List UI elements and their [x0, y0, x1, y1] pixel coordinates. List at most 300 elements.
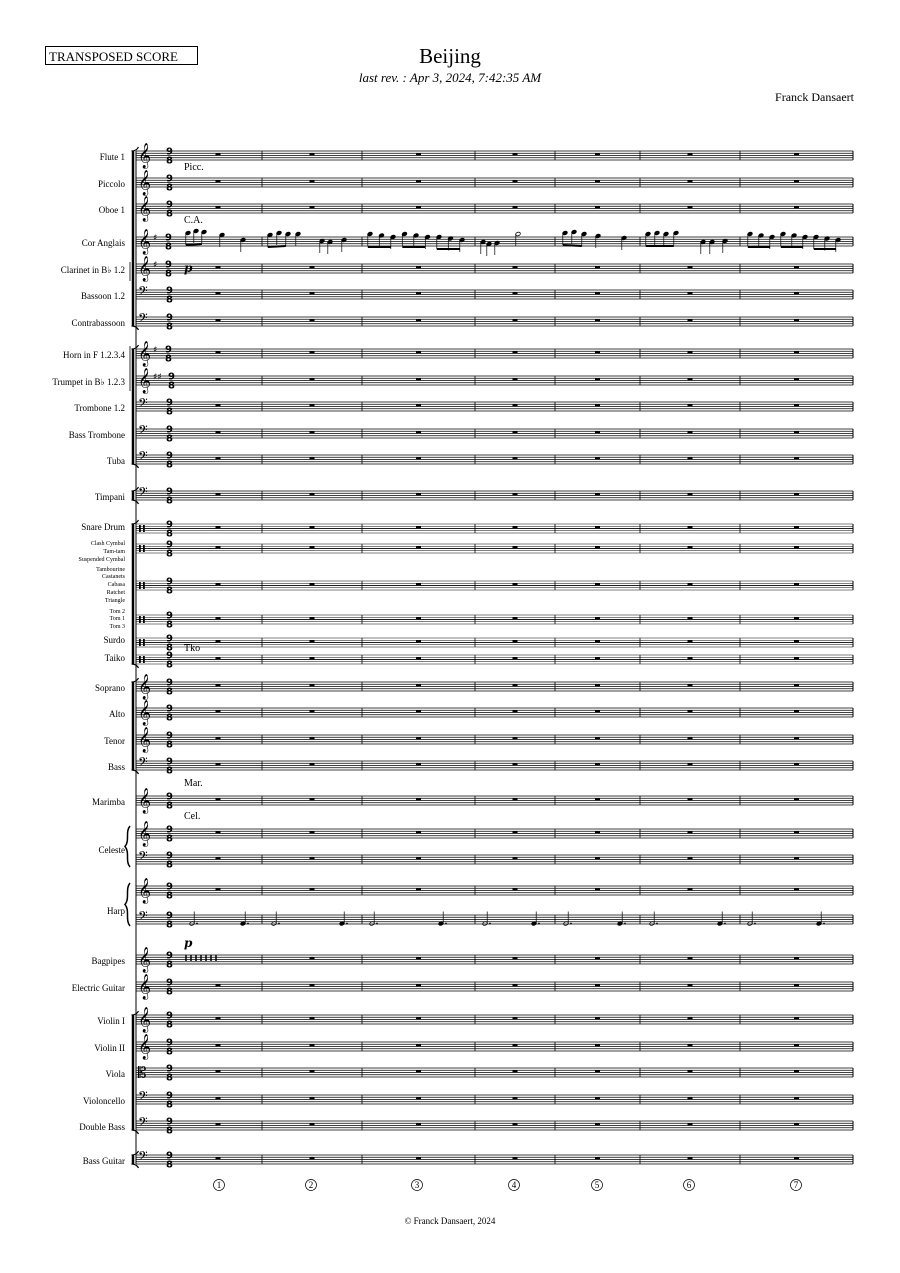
measure-number: 1	[216, 1180, 222, 1190]
revision-date: last rev. : Apr 3, 2024, 7:42:35 AM	[358, 70, 542, 85]
whole-rest	[416, 684, 421, 686]
staff-label-bass_trombone: Bass Trombone	[68, 430, 125, 440]
whole-rest	[513, 1070, 518, 1072]
treble-clef-icon: 𝄞	[138, 341, 152, 367]
whole-rest	[688, 684, 693, 686]
time-signature-denominator: 8	[166, 406, 173, 418]
treble-clef-icon: 𝄞	[138, 974, 152, 1000]
whole-rest	[416, 1070, 421, 1072]
staff	[136, 284, 853, 306]
whole-rest	[216, 546, 221, 548]
whole-rest	[216, 857, 221, 859]
whole-rest	[216, 378, 221, 380]
whole-rest	[794, 763, 799, 765]
whole-rest	[416, 526, 421, 528]
time-signature-denominator: 8	[166, 1159, 173, 1171]
staff	[136, 788, 853, 814]
staff	[136, 974, 853, 1000]
whole-rest	[513, 763, 518, 765]
whole-rest	[513, 206, 518, 208]
whole-rest	[310, 1123, 315, 1125]
whole-rest	[595, 206, 600, 208]
whole-rest	[688, 1044, 693, 1046]
time-signature-denominator: 8	[166, 859, 173, 871]
dot	[724, 923, 726, 925]
whole-rest	[310, 378, 315, 380]
whole-rest	[216, 798, 221, 800]
whole-rest	[416, 710, 421, 712]
whole-rest	[513, 493, 518, 495]
whole-rest	[216, 710, 221, 712]
staff-label-tam1: Tambourine	[96, 567, 125, 573]
time-signature-numerator: 9	[166, 610, 173, 622]
whole-rest	[688, 640, 693, 642]
percussion-clef-icon	[139, 545, 141, 552]
time-signature-numerator: 9	[166, 519, 173, 531]
dot	[247, 923, 249, 925]
whole-rest	[794, 984, 799, 986]
staff	[136, 196, 853, 222]
time-signature-numerator: 9	[166, 539, 173, 551]
whole-rest	[416, 617, 421, 619]
whole-rest	[216, 657, 221, 659]
staff-label-violin2: Violin II	[94, 1043, 125, 1053]
whole-rest	[416, 292, 421, 294]
whole-rest	[513, 404, 518, 406]
whole-rest	[513, 984, 518, 986]
staff-label-snare: Snare Drum	[81, 522, 125, 532]
treble-clef-icon: 𝄞	[138, 229, 152, 255]
score-title: Beijing	[419, 44, 481, 68]
dot	[570, 923, 572, 925]
time-signature-denominator: 8	[166, 659, 173, 671]
staff	[136, 520, 853, 540]
whole-rest	[595, 857, 600, 859]
whole-rest	[310, 319, 315, 321]
staff-label-soprano: Soprano	[95, 683, 125, 693]
whole-rest	[416, 546, 421, 548]
time-signature-denominator: 8	[166, 321, 173, 333]
whole-rest	[688, 1157, 693, 1159]
whole-rest	[513, 831, 518, 833]
whole-rest	[794, 1017, 799, 1019]
staff-label-cym1: Clash Cymbal	[90, 541, 125, 547]
whole-rest	[513, 1123, 518, 1125]
staff-label-trumpet: Trumpet in B♭ 1.2.3	[52, 377, 125, 387]
whole-rest	[216, 351, 221, 353]
time-signature-denominator: 8	[166, 919, 173, 931]
whole-rest	[310, 153, 315, 155]
instrument-text-tko: Tko	[184, 643, 201, 654]
whole-rest	[794, 153, 799, 155]
whole-rest	[794, 457, 799, 459]
staff-label-electric_guitar: Electric Guitar	[71, 983, 125, 993]
whole-rest	[216, 153, 221, 155]
bass-clef-icon: 𝄢	[138, 1088, 148, 1107]
staff-label-double_bass: Double Bass	[79, 1122, 125, 1132]
time-signature-numerator: 9	[166, 791, 173, 803]
treble-clef-icon: 𝄞	[138, 947, 152, 973]
staff	[136, 909, 853, 931]
measure-number: 4	[511, 1180, 517, 1190]
time-signature-numerator: 9	[165, 344, 172, 356]
whole-rest	[595, 763, 600, 765]
measure-number: 6	[686, 1180, 692, 1190]
time-signature-denominator: 8	[166, 890, 173, 902]
instrument-text-picc: Picc.	[184, 162, 204, 173]
whole-rest	[416, 378, 421, 380]
whole-rest	[595, 319, 600, 321]
whole-rest	[216, 404, 221, 406]
time-signature-denominator: 8	[166, 585, 173, 597]
whole-rest	[595, 457, 600, 459]
staff-label-tuba: Tuba	[106, 456, 125, 466]
whole-rest	[595, 431, 600, 433]
time-signature-denominator: 8	[166, 155, 173, 167]
time-signature-numerator: 9	[168, 371, 175, 383]
whole-rest	[794, 1123, 799, 1125]
treble-clef-icon: 𝄞	[138, 674, 152, 700]
staff	[136, 821, 853, 847]
whole-rest	[310, 763, 315, 765]
note-beam	[563, 245, 582, 246]
whole-rest	[513, 583, 518, 585]
whole-rest	[688, 984, 693, 986]
score-extras	[125, 147, 841, 1191]
dynamic-bagpipes: p	[184, 936, 193, 950]
staff	[136, 878, 853, 904]
whole-rest	[310, 617, 315, 619]
time-signature-numerator: 9	[166, 910, 173, 922]
whole-rest	[216, 684, 221, 686]
whole-rest	[310, 206, 315, 208]
staff-label-harp: Harp	[107, 906, 125, 916]
measure-number: 2	[308, 1180, 314, 1190]
whole-rest	[794, 1157, 799, 1159]
whole-rest	[688, 1097, 693, 1099]
whole-rest	[688, 1123, 693, 1125]
time-signature-numerator: 9	[166, 1010, 173, 1022]
whole-rest	[310, 180, 315, 182]
whole-rest	[688, 857, 693, 859]
whole-rest	[688, 617, 693, 619]
whole-rest	[216, 888, 221, 890]
treble-clef-icon: 𝄞	[138, 821, 152, 847]
whole-rest	[688, 292, 693, 294]
whole-rest	[310, 1097, 315, 1099]
time-signature-numerator: 9	[166, 397, 173, 409]
dynamic-cor-anglais: p	[184, 261, 193, 275]
whole-rest	[513, 1017, 518, 1019]
whole-rest	[595, 1017, 600, 1019]
staff-label-cello: Violoncello	[83, 1096, 125, 1106]
bass-clef-icon: 𝄢	[138, 422, 148, 441]
dot	[754, 923, 756, 925]
time-signature-denominator: 8	[166, 1072, 173, 1084]
whole-rest	[688, 710, 693, 712]
staff	[136, 947, 853, 973]
whole-rest	[216, 984, 221, 986]
staff-label-tam4: Ratchet	[106, 590, 125, 596]
whole-rest	[595, 831, 600, 833]
whole-rest	[216, 1017, 221, 1019]
whole-rest	[310, 583, 315, 585]
whole-rest	[595, 266, 600, 268]
bass-clef-icon: 𝄢	[138, 1148, 148, 1167]
whole-rest	[595, 617, 600, 619]
staff	[136, 368, 853, 394]
measure-number: 5	[594, 1180, 600, 1190]
whole-rest	[310, 831, 315, 833]
note-beam	[268, 246, 286, 247]
staff-label-oboe: Oboe 1	[98, 205, 125, 215]
time-signature-denominator: 8	[166, 495, 173, 507]
measure-number: 7	[793, 1180, 799, 1190]
time-signature-denominator: 8	[166, 1125, 173, 1137]
whole-rest	[794, 546, 799, 548]
whole-rest	[513, 710, 518, 712]
key-signature: ♯♯	[153, 372, 162, 383]
whole-rest	[595, 710, 600, 712]
time-signature-numerator: 9	[166, 950, 173, 962]
whole-rest	[513, 1157, 518, 1159]
time-signature-denominator: 8	[166, 1099, 173, 1111]
treble-clef-icon: 𝄞	[138, 143, 152, 169]
percussion-clef-icon	[143, 545, 145, 552]
whole-rest	[216, 737, 221, 739]
alto-clef-icon: 𝄡	[138, 1063, 147, 1082]
dot	[196, 923, 198, 925]
whole-rest	[416, 319, 421, 321]
whole-rest	[688, 404, 693, 406]
whole-rest	[416, 657, 421, 659]
time-signature-numerator: 9	[166, 173, 173, 185]
dot	[346, 923, 348, 925]
time-signature-numerator: 9	[166, 1150, 173, 1162]
whole-rest	[310, 1017, 315, 1019]
whole-rest	[310, 493, 315, 495]
time-signature-denominator: 8	[166, 712, 173, 724]
percussion-clef-icon	[143, 616, 145, 623]
whole-rest	[794, 1070, 799, 1072]
whole-rest	[416, 1123, 421, 1125]
whole-rest	[310, 857, 315, 859]
time-signature-numerator: 9	[166, 1090, 173, 1102]
whole-rest	[310, 1157, 315, 1159]
whole-rest	[216, 831, 221, 833]
instrument-labels	[52, 152, 125, 1166]
whole-rest	[310, 684, 315, 686]
whole-rest	[216, 266, 221, 268]
instrument-text-ca: C.A.	[184, 215, 203, 226]
whole-rest	[595, 493, 600, 495]
treble-clef-icon: 𝄞	[138, 700, 152, 726]
time-signature-numerator: 9	[166, 486, 173, 498]
staff	[136, 1064, 853, 1084]
treble-clef-icon: 𝄞	[138, 878, 152, 904]
bass-clef-icon: 𝄢	[138, 908, 148, 927]
treble-clef-icon: 𝄞	[138, 170, 152, 196]
staff-label-surdo: Surdo	[103, 635, 125, 645]
whole-rest	[595, 657, 600, 659]
staff	[136, 1149, 853, 1171]
dot	[376, 923, 378, 925]
whole-rest	[310, 1044, 315, 1046]
bass-clef-icon: 𝄢	[138, 448, 148, 467]
whole-rest	[416, 457, 421, 459]
whole-rest	[595, 404, 600, 406]
time-signature-denominator: 8	[166, 459, 173, 471]
whole-rest	[416, 984, 421, 986]
whole-rest	[416, 1017, 421, 1019]
whole-rest	[688, 1070, 693, 1072]
staff-label-violin1: Violin I	[97, 1016, 125, 1026]
whole-rest	[513, 546, 518, 548]
percussion-clef-icon	[143, 656, 145, 663]
time-signature-denominator: 8	[165, 241, 172, 253]
whole-rest	[513, 857, 518, 859]
whole-rest	[794, 431, 799, 433]
whole-rest	[416, 180, 421, 182]
time-signature-numerator: 9	[166, 703, 173, 715]
whole-rest	[513, 617, 518, 619]
whole-rest	[794, 266, 799, 268]
whole-rest	[416, 431, 421, 433]
staff-label-tam3: Cabasa	[107, 582, 125, 588]
whole-rest	[688, 319, 693, 321]
whole-rest	[310, 351, 315, 353]
whole-rest	[794, 657, 799, 659]
time-signature-denominator: 8	[165, 268, 172, 280]
whole-rest	[513, 378, 518, 380]
whole-rest	[216, 526, 221, 528]
staff-label-bass: Bass	[107, 762, 125, 772]
whole-rest	[416, 737, 421, 739]
percussion-clef-icon	[143, 639, 145, 646]
whole-rest	[216, 1044, 221, 1046]
whole-rest	[794, 526, 799, 528]
percussion-clef-icon	[143, 582, 145, 589]
dot	[538, 923, 540, 925]
whole-rest	[513, 657, 518, 659]
whole-rest	[513, 957, 518, 959]
whole-rest	[688, 1017, 693, 1019]
staff-label-cym2: Tam-tam	[103, 549, 125, 555]
treble-clef-icon: 𝄞	[138, 1034, 152, 1060]
staff	[136, 1089, 853, 1111]
whole-rest	[688, 763, 693, 765]
staff-label-bassoon: Bassoon 1.2	[80, 291, 125, 301]
instrument-text-cel: Cel.	[184, 811, 201, 822]
time-signature-denominator: 8	[166, 686, 173, 698]
time-signature-numerator: 9	[166, 1116, 173, 1128]
whole-rest	[688, 457, 693, 459]
whole-rest	[216, 583, 221, 585]
time-signature-numerator: 9	[165, 232, 172, 244]
time-signature-numerator: 9	[166, 824, 173, 836]
whole-rest	[310, 546, 315, 548]
staff-label-trombone: Trombone 1.2	[74, 403, 125, 413]
whole-rest	[310, 457, 315, 459]
time-signature-numerator: 9	[166, 1063, 173, 1075]
time-signature-denominator: 8	[166, 294, 173, 306]
whole-rest	[688, 737, 693, 739]
staff-label-tom3: Tom 3	[109, 624, 125, 630]
staff	[136, 1034, 853, 1060]
whole-rest	[310, 266, 315, 268]
staff-label-tom1: Tom 2	[109, 609, 125, 615]
whole-rest	[688, 957, 693, 959]
whole-rest	[595, 640, 600, 642]
staff	[136, 485, 853, 507]
whole-rest	[794, 710, 799, 712]
staff	[136, 674, 853, 700]
staff-label-viola: Viola	[105, 1069, 125, 1079]
whole-rest	[595, 1123, 600, 1125]
staff-label-tam2: Castanets	[102, 574, 125, 580]
staff-label-cym3: Suspended Cymbal	[78, 557, 125, 563]
percussion-clef-icon	[139, 639, 141, 646]
whole-rest	[216, 1097, 221, 1099]
time-signature-denominator: 8	[166, 739, 173, 751]
bass-clef-icon: 𝄢	[138, 848, 148, 867]
whole-rest	[513, 1044, 518, 1046]
whole-rest	[513, 180, 518, 182]
whole-rest	[595, 583, 600, 585]
whole-rest	[794, 831, 799, 833]
time-signature-numerator: 9	[166, 1037, 173, 1049]
key-signature: ♯	[153, 345, 158, 356]
bass-clef-icon: 𝄢	[138, 283, 148, 302]
whole-rest	[794, 351, 799, 353]
harp-brace	[125, 883, 130, 926]
treble-clef-icon: 𝄞	[138, 368, 152, 394]
treble-clef-icon: 𝄞	[138, 196, 152, 222]
percussion-clef-icon	[139, 582, 141, 589]
bass-clef-icon: 𝄢	[138, 395, 148, 414]
bass-clef-icon: 𝄢	[138, 484, 148, 503]
whole-rest	[513, 526, 518, 528]
dot	[278, 923, 280, 925]
time-signature-numerator: 9	[166, 285, 173, 297]
whole-rest	[216, 292, 221, 294]
staff-label-marimba: Marimba	[92, 797, 125, 807]
time-signature-denominator: 8	[166, 800, 173, 812]
whole-rest	[216, 1070, 221, 1072]
whole-rest	[416, 404, 421, 406]
staff	[136, 396, 853, 418]
whole-rest	[513, 640, 518, 642]
percussion-bracket-bottom	[132, 664, 139, 668]
staff-label-tam5: Triangle	[104, 598, 125, 604]
whole-rest	[513, 737, 518, 739]
note-beam	[186, 244, 202, 245]
staff-label-clarinet: Clarinet in B♭ 1.2	[60, 265, 125, 275]
whole-rest	[216, 319, 221, 321]
copyright-notice: © Franck Dansaert, 2024	[404, 1216, 496, 1226]
staff-label-horn: Horn in F 1.2.3.4	[62, 350, 125, 360]
whole-rest	[216, 640, 221, 642]
time-signature-numerator: 9	[166, 650, 173, 662]
staff-label-tom2: Tom 1	[109, 616, 125, 622]
whole-rest	[595, 153, 600, 155]
whole-rest	[513, 153, 518, 155]
whole-rest	[216, 457, 221, 459]
treble-clef-icon: 𝄞	[138, 256, 152, 282]
whole-rest	[416, 583, 421, 585]
whole-rest	[794, 798, 799, 800]
whole-rest	[595, 684, 600, 686]
